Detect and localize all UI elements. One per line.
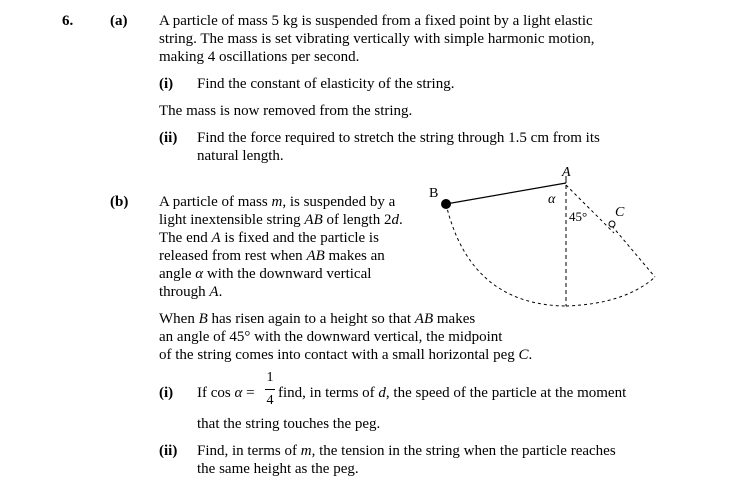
fraction-denominator: 4 [266, 393, 274, 408]
label-45-degrees: 45° [569, 209, 588, 224]
part-a-i-label: (i) [159, 76, 174, 92]
part-b-ii-line-1: Find, in terms of m, the tension in the string when the particle reaches [197, 443, 616, 459]
question-number: 6. [62, 13, 74, 29]
part-b-line-2: light inextensible string AB of length 2d. [159, 212, 403, 228]
part-b-i-post: find, in terms of d, the speed of the particle at the moment [278, 385, 627, 401]
part-a-ii-line-2: natural length. [197, 148, 284, 164]
part-a-line-2: string. The mass is set vibrating vertically with simple harmonic motion, [159, 31, 595, 47]
part-b-i-line-2: that the string touches the peg. [197, 416, 381, 432]
particle-arc-right [566, 277, 655, 306]
part-a-label: (a) [110, 13, 128, 29]
part-b-para2-line-2: an angle of 45° with the downward vertical, the midpoint [159, 329, 503, 345]
part-b-i-label: (i) [159, 385, 174, 401]
label-a: A [562, 165, 571, 180]
part-b-para2-line-1: When B has risen again to a height so that AB makes [159, 311, 476, 327]
part-a-line-3: making 4 oscillations per second. [159, 49, 360, 65]
part-b-line-3: The end A is fixed and the particle is [159, 230, 379, 246]
part-b-label: (b) [110, 194, 129, 210]
peg-c [609, 221, 615, 227]
part-b-line-1: A particle of mass m, is suspended by a [159, 194, 396, 210]
part-a-i-text: Find the constant of elasticity of the string. [197, 76, 455, 92]
fraction-numerator: 1 [266, 370, 274, 385]
part-a-between-text: The mass is now removed from the string. [159, 103, 413, 119]
string-continuation-dashed [612, 226, 655, 277]
part-a-ii-line-1: Find the force required to stretch the string through 1.5 cm from its [197, 130, 600, 146]
part-b-line-5: angle α with the downward vertical [159, 266, 372, 282]
part-a-ii-label: (ii) [159, 130, 178, 146]
particle-arc-left [446, 204, 566, 306]
part-b-ii-label: (ii) [159, 443, 178, 459]
part-b-i-pre: If cos α = [197, 385, 255, 401]
part-a-line-1: A particle of mass 5 kg is suspended from a fixed point by a light elastic [159, 13, 593, 29]
particle-b [441, 199, 451, 209]
label-b: B [429, 186, 439, 201]
part-b-line-6: through A. [159, 284, 223, 300]
part-b-para2-line-3: of the string comes into contact with a small horizontal peg C. [159, 347, 533, 363]
label-c: C [615, 205, 625, 220]
part-b-line-4: released from rest when AB makes an [159, 248, 385, 264]
part-b-ii-line-2: the same height as the peg. [197, 461, 359, 477]
label-alpha: α [548, 192, 556, 207]
